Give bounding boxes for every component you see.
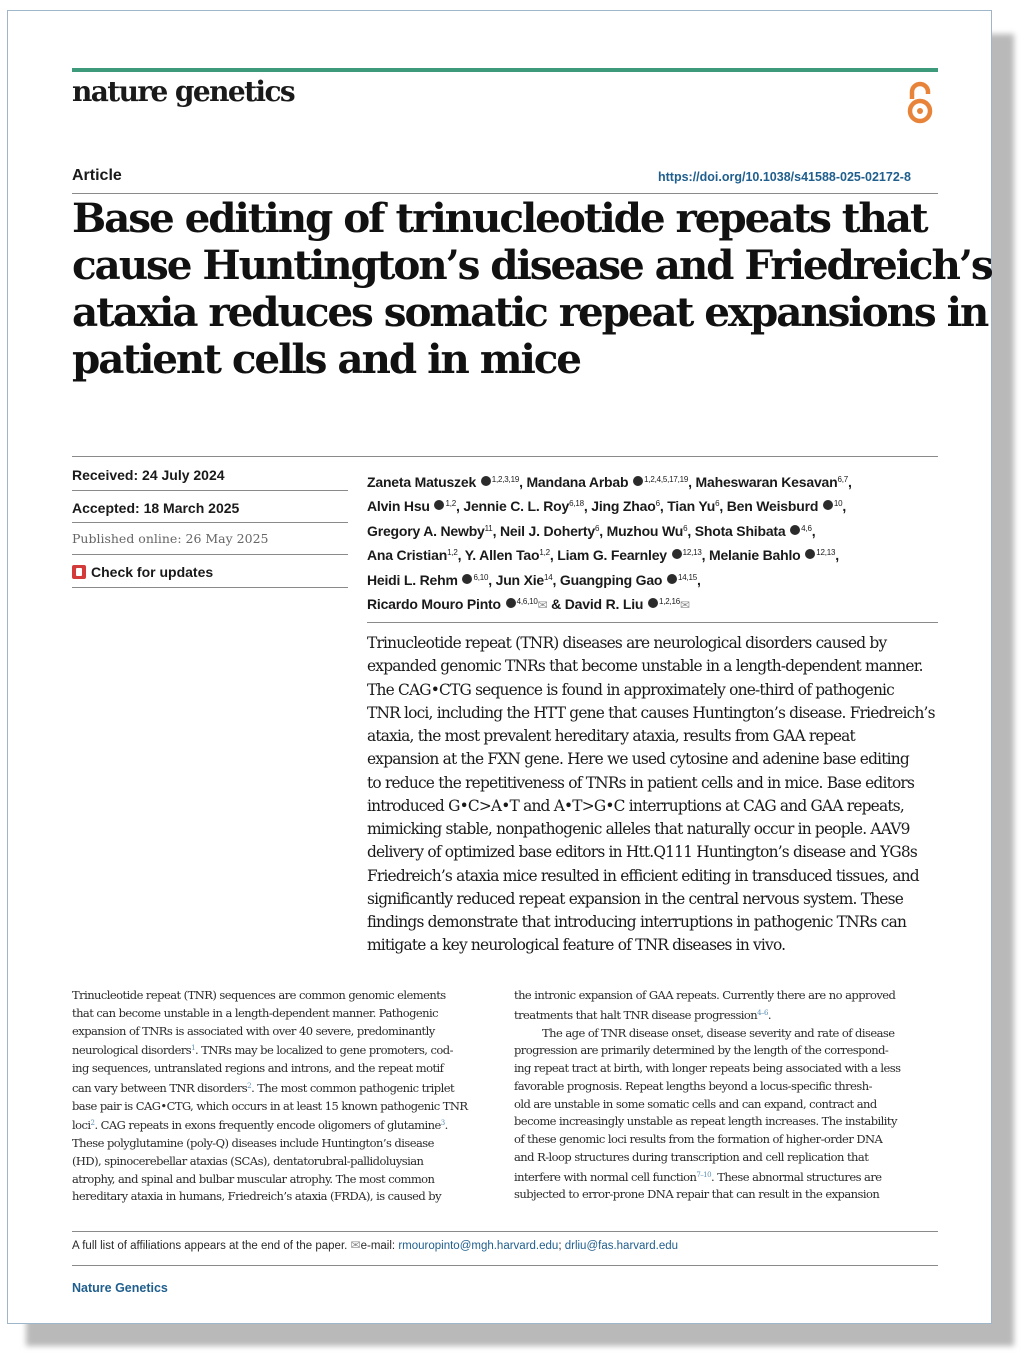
footer-journal-name: Nature Genetics — [72, 1281, 168, 1295]
author-name[interactable]: , Neil J. Doherty — [492, 522, 595, 539]
body-text: . — [767, 1007, 772, 1022]
affiliation-sup: 14,15 — [678, 572, 698, 582]
body-text: loci — [72, 1118, 91, 1133]
author-name[interactable]: , Shota Shibata — [687, 522, 786, 539]
body-text: that can become unstable in a length-dependent manner. Pathogenic — [72, 1005, 439, 1020]
affiliation-sup: 11 — [484, 523, 493, 533]
date-divider — [72, 587, 348, 588]
abstract-line: expansion at the FXN gene. Here we used cytosine and adenine base editing — [367, 750, 909, 769]
body-line — [514, 987, 946, 1005]
affiliation-sup: 4,6 — [801, 523, 812, 533]
author-name[interactable]: , Jennie C. L. Roy — [456, 498, 570, 515]
body-line — [72, 1171, 504, 1189]
body-line — [72, 1005, 504, 1023]
author-name[interactable]: Heidi L. Rehm — [367, 571, 458, 588]
abstract-line: mimicking stable, nonpathogenic alleles that naturally occur in people. AAV9 — [367, 820, 910, 838]
abstract-line: findings demonstrate that introducing interruptions in pathogenic TNRs can — [367, 913, 907, 931]
abstract-line: delivery of optimized base editors in Htt.Q111 Huntington’s disease and YG8s — [367, 843, 918, 862]
author-name[interactable]: , Guangping Gao — [552, 571, 663, 588]
author-name[interactable]: Ana Cristian — [367, 547, 448, 564]
body-text: subjected to error-prone DNA repair that can result in the expansion — [514, 1187, 880, 1202]
affiliation-sup: 12,13 — [682, 548, 702, 558]
author-name[interactable]: , Jun Xie — [488, 571, 545, 588]
abstract-line: expanded genomic TNRs that become unstable in a length-dependent manner. — [367, 657, 923, 676]
orcid-icon[interactable] — [633, 476, 643, 486]
body-text: . The most common pathogenic triplet — [251, 1080, 455, 1095]
author-line: Gregory A. Newby$^{11}$, Neil J. Doherty$^6$, Muzhou Wu$^6$, Shota Shibata $^{4,6}$, — [367, 522, 816, 539]
orcid-icon[interactable] — [672, 549, 682, 559]
body-text: Trinucleotide repeat (TNR) sequences are common genomic elements — [72, 988, 446, 1002]
body-text: progression are primarily determined by the length of the correspond- — [514, 1043, 889, 1058]
body-text: become increasingly unstable as repeat length increases. The instability — [514, 1114, 897, 1129]
body-line — [72, 1115, 504, 1135]
section-rule — [72, 456, 938, 457]
doi-link[interactable]: https://doi.org/10.1038/s41588-025-02172-8 — [658, 170, 911, 184]
body-text: . These abnormal structures are — [710, 1169, 882, 1184]
author-name[interactable]: , Tian Yu — [659, 498, 716, 515]
body-line — [514, 1042, 946, 1060]
body-line — [514, 1167, 946, 1187]
author-line: Heidi L. Rehm $^{6,10}$, Jun Xie$^{14}$, Guangping Gao $^{14,15}$, — [367, 571, 701, 588]
body-text: can vary between TNR disorders — [72, 1080, 248, 1095]
body-line — [72, 1098, 504, 1116]
orcid-icon[interactable] — [805, 549, 815, 559]
affiliation-sup: 6,10 — [473, 572, 489, 582]
affiliation-sup: 1,2,16 — [658, 597, 681, 607]
body-text: the intronic expansion of GAA repeats. Currently there are no approved — [514, 988, 896, 1002]
orcid-icon[interactable] — [434, 500, 444, 510]
author-name[interactable]: Ricardo Mouro Pinto — [367, 596, 501, 613]
body-line — [514, 1149, 946, 1167]
body-text: old are unstable in some somatic cells and can expand, contract and — [514, 1096, 877, 1111]
orcid-icon[interactable] — [823, 500, 833, 510]
citation-ref: 2 — [90, 1119, 95, 1128]
affiliation-sup: 1,2,3,19 — [491, 475, 520, 484]
citation-ref: 3 — [440, 1119, 445, 1128]
author-line: Zaneta Matuszek $^{1,2,3,19}$, Mandana Arbab $^{1,2,4,5,17,19}$, Maheswaran Kesavan$^{6,7}$, — [367, 474, 852, 490]
check-updates-button[interactable] — [72, 564, 213, 580]
body-text: These polyglutamine (poly-Q) diseases include Huntington’s disease — [72, 1136, 434, 1150]
abstract-line: TNR loci, including the HTT gene that causes Huntington’s disease. Friedreich’s — [367, 703, 935, 722]
title-line: ataxia reduces somatic repeat expansions in — [72, 288, 988, 336]
orcid-icon[interactable] — [506, 598, 516, 608]
affiliation-sup: 1,2 — [539, 548, 550, 558]
accepted-date: Accepted: 18 March 2025 — [72, 500, 240, 516]
body-text: . TNRs may be localized to gene promoters, cod- — [195, 1043, 453, 1058]
title-line: patient cells and in mice — [72, 335, 580, 383]
abstract-rule — [367, 622, 938, 623]
journal-name: nature genetics — [72, 75, 295, 108]
check-updates-icon — [72, 565, 86, 579]
body-text: ing sequences, untranslated regions and introns, and the repeat motif — [72, 1061, 444, 1075]
body-line — [72, 1023, 504, 1041]
article-type: Article — [72, 167, 122, 184]
check-updates-label: Check for updates — [91, 564, 214, 580]
author-list — [367, 469, 947, 616]
abstract-line: introduced G•C>A•T and A•T>G•C interruptions at CAG and GAA repeats, — [367, 796, 904, 815]
body-line — [514, 1005, 946, 1025]
abstract — [367, 632, 947, 958]
abstract-line: significantly reduced repeat expansion in the central nervous system. These — [367, 889, 904, 908]
author-name[interactable]: & David R. Liu — [547, 596, 644, 613]
author-name[interactable]: , Maheswaran Kesavan — [688, 474, 838, 490]
citation-ref: 4–6 — [757, 1008, 768, 1017]
body-text: interfere with normal cell function — [514, 1169, 697, 1184]
author-name[interactable]: , Y. Allen Tao — [457, 547, 540, 564]
body-text: and R-loop structures during transcription and cell replication that — [514, 1149, 869, 1164]
article-title — [72, 194, 992, 383]
footnote-rule — [72, 1231, 938, 1232]
paper-page — [7, 10, 992, 1324]
open-access-icon — [903, 81, 937, 125]
affiliation-sup: 12,13 — [816, 548, 836, 558]
body-text: ing repeat tract at birth, with longer repeats being associated with a less — [514, 1061, 901, 1075]
author-line: Ana Cristian$^{1,2}$, Y. Allen Tao$^{1,2}$, Liam G. Fearnley $^{12,13}$, Melanie Bahlo $^{12,13}$, — [367, 547, 839, 564]
body-text: The age of TNR disease onset, disease severity and rate of disease — [542, 1025, 895, 1040]
received-date: Received: 24 July 2024 — [72, 467, 225, 483]
body-text: atrophy, and spinal and bulbar muscular atrophy. The most common — [72, 1171, 435, 1186]
citation-ref: 7–10 — [696, 1170, 711, 1179]
author-name[interactable]: , Mandana Arbab — [519, 474, 629, 490]
body-text: favorable prognosis. Repeat lengths beyond a locus-specific thresh- — [514, 1078, 872, 1093]
body-text: . — [444, 1118, 448, 1133]
body-line — [72, 1078, 504, 1098]
author-name[interactable]: , Jing Zhao — [583, 498, 656, 515]
affiliation-sup: 6 — [715, 499, 720, 509]
journal-accent-bar — [72, 68, 938, 72]
envelope-icon[interactable]: ✉ — [537, 598, 548, 613]
author-name[interactable]: Gregory A. Newby — [367, 522, 485, 539]
author-name[interactable]: Alvin Hsu — [367, 498, 430, 515]
body-line — [514, 1078, 946, 1096]
body-line — [514, 1060, 946, 1078]
orcid-icon[interactable] — [648, 598, 658, 608]
author-line: Alvin Hsu $^{1,2}$, Jennie C. L. Roy$^{6,18}$, Jing Zhao$^6$, Tian Yu$^6$, Ben Weisburd $^{10}$, — [367, 498, 847, 515]
affiliation-sup: 4,6,10 — [516, 597, 538, 607]
body-text: (HD), spinocerebellar ataxias (SCAs), dentatorubral-pallidoluysian — [72, 1153, 424, 1168]
email-link[interactable]: rmouropinto@mgh.harvard.edu — [398, 1240, 559, 1252]
body-text: hereditary ataxia in humans, Friedreich’s ataxia (FRDA), is caused by — [72, 1189, 442, 1204]
date-divider — [72, 490, 348, 491]
orcid-icon[interactable] — [462, 574, 472, 584]
body-line — [72, 1040, 504, 1060]
affiliation-sup: 1,2 — [447, 548, 458, 558]
author-name[interactable]: , Liam G. Fearnley — [549, 547, 667, 564]
body-line — [72, 1135, 504, 1153]
abstract-line: Friedreich’s ataxia mice resulted in efficient editing in transduced tissues, and — [367, 866, 919, 885]
footer-rule — [72, 1265, 938, 1266]
body-line — [72, 1153, 504, 1171]
affiliation-sup: 14 — [544, 572, 553, 582]
citation-ref: 1 — [191, 1044, 196, 1053]
author-name[interactable]: , Ben Weisburd — [719, 498, 819, 515]
abstract-line: mitigate a key neurological feature of TNR diseases in vivo. — [367, 936, 786, 955]
affiliation-sup: 6,7 — [837, 475, 848, 484]
footnote-text: A full list of affiliations appears at the end of the paper. — [72, 1240, 348, 1252]
affiliation-footnote: A full list of affiliations appears at the end of the paper. ✉e-mail: rmouropinto@mgh.harvard.edu; drliu@fas.harvard.edu — [72, 1238, 679, 1252]
affiliation-sup: 6 — [594, 523, 600, 533]
title-line: cause Huntington’s disease and Friedreich’s — [72, 241, 992, 289]
body-column-right — [514, 987, 946, 1204]
body-text: base pair is CAG•CTG, which occurs in at least 15 known pathogenic TNR — [72, 1098, 468, 1113]
abstract-line: Trinucleotide repeat (TNR) diseases are neurological disorders caused by — [367, 634, 887, 652]
body-line — [72, 987, 504, 1005]
abstract-line: to reduce the repetitiveness of TNRs in patient cells and in mice. Base editors — [367, 773, 915, 792]
abstract-line: The CAG•CTG sequence is found in approximately one-third of pathogenic — [367, 680, 894, 699]
body-line — [514, 1025, 946, 1043]
affiliation-sup: 1,2,4,5,17,19 — [644, 475, 689, 484]
orcid-icon[interactable] — [667, 574, 677, 584]
body-column-left — [72, 987, 504, 1206]
body-text: . CAG repeats in exons frequently encode oligomers of glutamine — [94, 1118, 441, 1133]
orcid-icon[interactable] — [790, 525, 800, 535]
body-line — [514, 1131, 946, 1149]
envelope-icon[interactable]: ✉ — [680, 598, 690, 613]
author-name[interactable]: Zaneta Matuszek — [367, 474, 477, 490]
affiliation-sup: 10 — [833, 499, 843, 509]
published-date: Published online: 26 May 2025 — [72, 531, 269, 546]
author-name[interactable]: , Muzhou Wu — [599, 522, 684, 539]
envelope-icon: ✉ — [350, 1238, 361, 1252]
author-line — [367, 591, 947, 616]
email-link[interactable]: drliu@fas.harvard.edu — [564, 1240, 679, 1252]
date-divider — [72, 554, 348, 555]
citation-ref: 2 — [247, 1081, 252, 1090]
body-text: expansion of TNRs is associated with over 40 severe, predominantly — [72, 1023, 435, 1038]
body-line — [72, 1188, 504, 1206]
body-line — [514, 1096, 946, 1114]
affiliation-sup: 6 — [655, 499, 660, 509]
body-line — [514, 1113, 946, 1131]
body-line — [72, 1060, 504, 1078]
title-line: Base editing of trinucleotide repeats that — [72, 194, 927, 242]
author-name[interactable]: , Melanie Bahlo — [701, 547, 801, 564]
affiliation-sup: 6 — [683, 523, 688, 533]
body-text: treatments that halt TNR disease progression — [514, 1007, 758, 1022]
email-label: e-mail: — [360, 1240, 396, 1252]
body-text: of these genomic loci results from the formation of higher-order DNA — [514, 1132, 883, 1146]
orcid-icon[interactable] — [481, 476, 491, 486]
abstract-line: ataxia, the most prevalent hereditary ataxia, results from GAA repeat — [367, 727, 855, 745]
affiliation-sup: 6,18 — [569, 499, 584, 509]
body-line — [514, 1186, 946, 1204]
date-divider — [72, 522, 348, 523]
affiliation-sup: 1,2 — [445, 499, 456, 509]
body-text: neurological disorders — [72, 1043, 192, 1058]
